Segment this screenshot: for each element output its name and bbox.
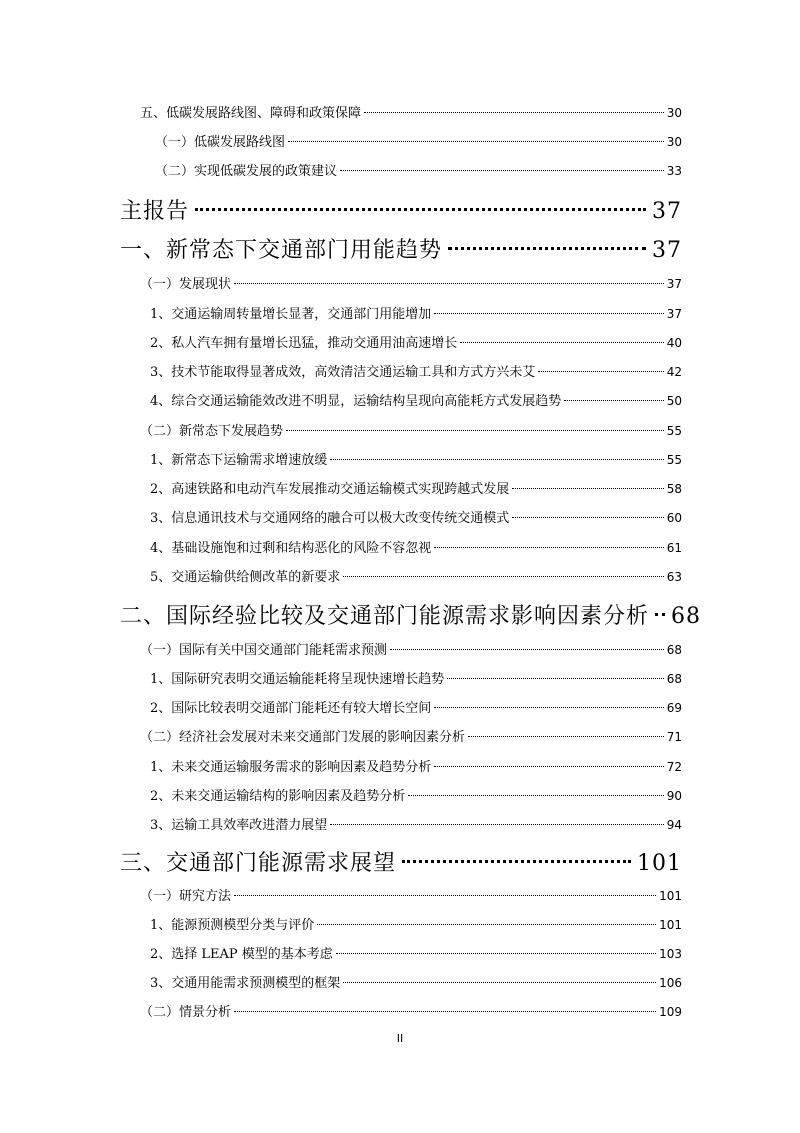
toc-page-number: 30	[666, 135, 682, 149]
toc-label: （二）情景分析	[140, 1005, 232, 1020]
toc-label: 主报告	[120, 199, 190, 224]
page-footer-number: II	[396, 1032, 404, 1045]
toc-page-number: 69	[666, 701, 682, 715]
dot-leader	[317, 924, 656, 925]
toc-page-number: 37	[652, 199, 682, 224]
dot-leader	[330, 459, 663, 460]
dot-leader	[343, 982, 656, 983]
dot-leader	[286, 430, 664, 431]
toc-page-number: 68	[671, 604, 702, 629]
toc-label: 3、运输工具效率改进潜力展望	[150, 818, 328, 833]
toc-entry[interactable]	[150, 914, 682, 933]
toc-entry-chapter[interactable]	[120, 599, 702, 630]
toc-label: 一、新常态下交通部门用能趋势	[120, 238, 443, 263]
dot-leader	[434, 547, 663, 548]
dot-leader	[655, 613, 665, 616]
dot-leader	[448, 247, 646, 250]
dot-leader	[538, 371, 663, 372]
toc-page-number: 37	[652, 238, 682, 263]
toc-entry[interactable]	[150, 943, 682, 962]
toc-page-number: 55	[666, 453, 682, 467]
toc-entry[interactable]	[150, 390, 682, 409]
dot-leader	[468, 736, 664, 737]
toc-page-number: 101	[637, 851, 682, 876]
dot-leader	[390, 649, 664, 650]
toc-entry[interactable]	[140, 639, 682, 658]
toc-label: 3、信息通讯技术与交通网络的融合可以极大改变传统交通模式	[150, 511, 510, 526]
toc-label: 2、私人汽车拥有量增长迅猛，推动交通用油高速增长	[150, 336, 458, 351]
toc-entry[interactable]	[140, 273, 682, 292]
dot-leader	[512, 488, 663, 489]
toc-label: 4、综合交通运输能效改进不明显，运输结构呈现向高能耗方式发展趋势	[150, 394, 562, 409]
toc-page-number: 71	[666, 730, 682, 744]
dot-leader	[343, 576, 663, 577]
dot-leader	[564, 400, 663, 401]
dot-leader	[447, 678, 663, 679]
toc-label: 3、交通用能需求预测模型的框架	[150, 976, 341, 991]
toc-page-number: 42	[666, 365, 682, 379]
toc-entry[interactable]	[150, 478, 682, 497]
toc-page-number: 40	[666, 336, 682, 350]
toc-entry[interactable]	[150, 361, 682, 380]
dot-leader	[512, 517, 663, 518]
toc-page-number: 90	[666, 789, 682, 803]
toc-label: 3、技术节能取得显著成效，高效清洁交通运输工具和方式方兴未艾	[150, 365, 536, 380]
toc-entry[interactable]	[155, 160, 682, 179]
dot-leader	[434, 313, 663, 314]
toc-page-number: 58	[666, 482, 682, 496]
dot-leader	[288, 141, 664, 142]
toc-label: （二）实现低碳发展的政策建议	[155, 164, 338, 179]
toc-entry-chapter[interactable]	[120, 233, 682, 264]
toc-entry[interactable]	[150, 507, 682, 526]
toc-page-number: 37	[666, 277, 682, 291]
dot-leader	[234, 283, 664, 284]
toc-label: （一）研究方法	[140, 889, 232, 904]
toc-entry[interactable]	[140, 1001, 682, 1020]
toc-page-number: 33	[666, 164, 682, 178]
toc-label: 1、交通运输周转量增长显著，交通部门用能增加	[150, 307, 432, 322]
toc-label: 2、国际比较表明交通部门能耗还有较大增长空间	[150, 701, 432, 716]
toc-label: 1、新常态下运输需求增速放缓	[150, 453, 328, 468]
toc-label: 二、国际经验比较及交通部门能源需求影响因素分析	[120, 604, 650, 629]
toc-label: （一）发展现状	[140, 277, 232, 292]
dot-leader	[330, 824, 663, 825]
toc-entry-chapter[interactable]	[120, 846, 682, 877]
toc-page-number: 37	[666, 307, 682, 321]
toc-entry[interactable]	[150, 332, 682, 351]
toc-label: 4、基础设施饱和过剩和结构恶化的风险不容忽视	[150, 541, 432, 556]
dot-leader	[434, 766, 663, 767]
toc-page-number: 61	[666, 541, 682, 555]
toc-page-number: 50	[666, 394, 682, 408]
toc-entry[interactable]	[150, 814, 682, 833]
toc-page-number: 101	[659, 918, 682, 932]
toc-entry[interactable]	[150, 303, 682, 322]
toc-label: （二）新常态下发展趋势	[140, 424, 284, 439]
toc-label: 5、交通运输供给侧改革的新要求	[150, 570, 341, 585]
toc-page-number: 63	[666, 570, 682, 584]
toc-page-number: 30	[666, 106, 682, 120]
toc-entry[interactable]	[140, 420, 682, 439]
toc-page-number: 94	[666, 818, 682, 832]
dot-leader	[340, 170, 664, 171]
toc-label: 1、国际研究表明交通运输能耗将呈现快速增长趋势	[150, 672, 445, 687]
toc-page-number: 68	[666, 643, 682, 657]
toc-entry[interactable]	[140, 102, 682, 121]
dot-leader	[234, 895, 656, 896]
dot-leader	[402, 860, 631, 863]
toc-page-number: 103	[659, 947, 682, 961]
dot-leader	[234, 1011, 656, 1012]
toc-entry[interactable]	[150, 972, 682, 991]
dot-leader	[434, 707, 663, 708]
toc-label: 1、未来交通运输服务需求的影响因素及趋势分析	[150, 760, 432, 775]
toc-page-number: 106	[659, 976, 682, 990]
toc-entry[interactable]	[140, 885, 682, 904]
toc-label: 2、未来交通运输结构的影响因素及趋势分析	[150, 789, 406, 804]
toc-label: 2、选择 LEAP 模型的基本考虑	[150, 947, 333, 962]
toc-label: 五、低碳发展路线图、障碍和政策保障	[140, 106, 362, 121]
toc-entry[interactable]	[155, 131, 682, 150]
toc-page-number: 55	[666, 424, 682, 438]
dot-leader	[364, 112, 664, 113]
toc-entry[interactable]	[150, 449, 682, 468]
toc-entry[interactable]	[150, 668, 682, 687]
toc-page-number: 101	[659, 889, 682, 903]
toc-label: （一）国际有关中国交通部门能耗需求预测	[140, 643, 388, 658]
dot-leader	[460, 342, 663, 343]
toc-entry-main-report[interactable]	[120, 194, 682, 225]
dot-leader	[195, 208, 646, 211]
dot-leader	[336, 953, 656, 954]
toc-label: （二）经济社会发展对未来交通部门发展的影响因素分析	[140, 730, 466, 745]
toc-entry[interactable]	[150, 566, 682, 585]
toc-entry[interactable]	[150, 537, 682, 556]
toc-label: 三、交通部门能源需求展望	[120, 851, 397, 876]
dot-leader	[408, 795, 663, 796]
toc-entry[interactable]	[140, 726, 682, 745]
toc-entry[interactable]	[150, 756, 682, 775]
toc-entry[interactable]	[150, 697, 682, 716]
toc-entry[interactable]	[150, 785, 682, 804]
toc-label: 2、高速铁路和电动汽车发展推动交通运输模式实现跨越式发展	[150, 482, 510, 497]
toc-page-number: 72	[666, 760, 682, 774]
toc-page-number: 60	[666, 511, 682, 525]
toc-page-number: 68	[666, 672, 682, 686]
toc-label: 1、能源预测模型分类与评价	[150, 918, 315, 933]
toc-label: （一）低碳发展路线图	[155, 135, 286, 150]
toc-page-number: 109	[659, 1005, 682, 1019]
